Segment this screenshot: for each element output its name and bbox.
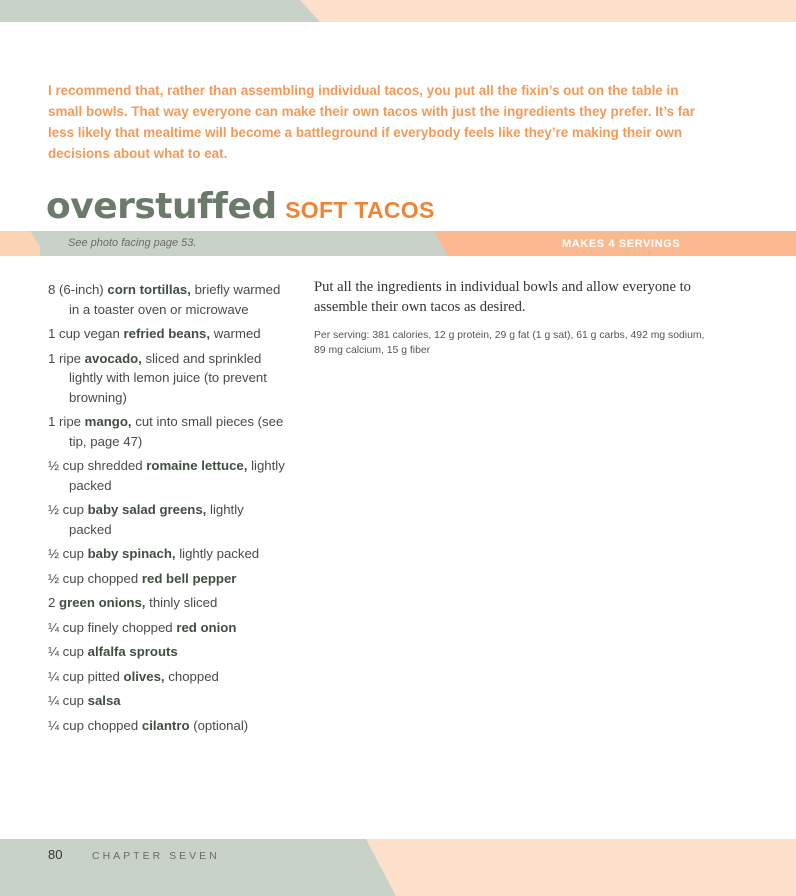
ingredient-item: 1 ripe avocado, sliced and sprinkled lightly with lemon juice (to prevent browning) bbox=[48, 350, 267, 405]
ingredients-list bbox=[48, 280, 288, 740]
servings-label: MAKES 4 SERVINGS bbox=[562, 238, 681, 250]
ingredient-item: 1 cup vegan refried beans, warmed bbox=[48, 326, 261, 341]
ingredient-item: ¼ cup finely chopped red onion bbox=[48, 619, 237, 635]
ingredient-item: ¼ cup pitted olives, chopped bbox=[48, 668, 219, 684]
photo-note: See photo facing page 53. bbox=[68, 237, 197, 249]
ingredient-item: 2 green onions, thinly sliced bbox=[48, 595, 218, 610]
ingredient-item: 8 (6-inch) corn tortillas, briefly warmed in a toaster oven or microwave bbox=[48, 282, 281, 317]
ingredient-item: 1 ripe mango, cut into small pieces (see tip, page 47) bbox=[48, 414, 284, 449]
intro-paragraph: I recommend that, rather than assembling individual tacos, you put all the fixin’s out on the table in small bowls. That way everyone can make their own tacos with just the ingredients they prefer. It’s far less likely that mealtime will become a battleground if everybody feels like they’re making their own decisions about what to eat. bbox=[48, 83, 695, 161]
ingredient-item: ¼ cup chopped cilantro (optional) bbox=[48, 717, 249, 733]
ingredient-item: ¼ cup salsa bbox=[48, 693, 121, 708]
recipe-title-sub: SOFT TACOS bbox=[285, 197, 435, 223]
recipe-title bbox=[46, 186, 435, 228]
ingredient-item: ½ cup chopped red bell pepper bbox=[48, 570, 237, 586]
chapter-label: CHAPTER SEVEN bbox=[92, 850, 220, 862]
ingredient-item: ½ cup baby salad greens, lightly packed bbox=[48, 502, 244, 537]
ingredient-item: ½ cup shredded romaine lettuce, lightly packed bbox=[48, 458, 285, 493]
ingredient-item: ½ cup baby spinach, lightly packed bbox=[48, 546, 260, 561]
page-number: 80 bbox=[48, 847, 63, 862]
ingredient-item: ¼ cup alfalfa sprouts bbox=[48, 644, 178, 659]
top-band-accent bbox=[0, 0, 320, 22]
directions-text: Put all the ingredients in individual bowls and allow everyone to assemble their own tacos as desired. bbox=[314, 279, 691, 315]
nutrition-info: Per serving: 381 calories, 12 g protein, 29 g fat (1 g sat), 61 g carbs, 492 mg sodium, 89 mg calcium, 15 g fiber bbox=[314, 330, 705, 356]
recipe-title-main: overstuffed bbox=[46, 186, 277, 227]
